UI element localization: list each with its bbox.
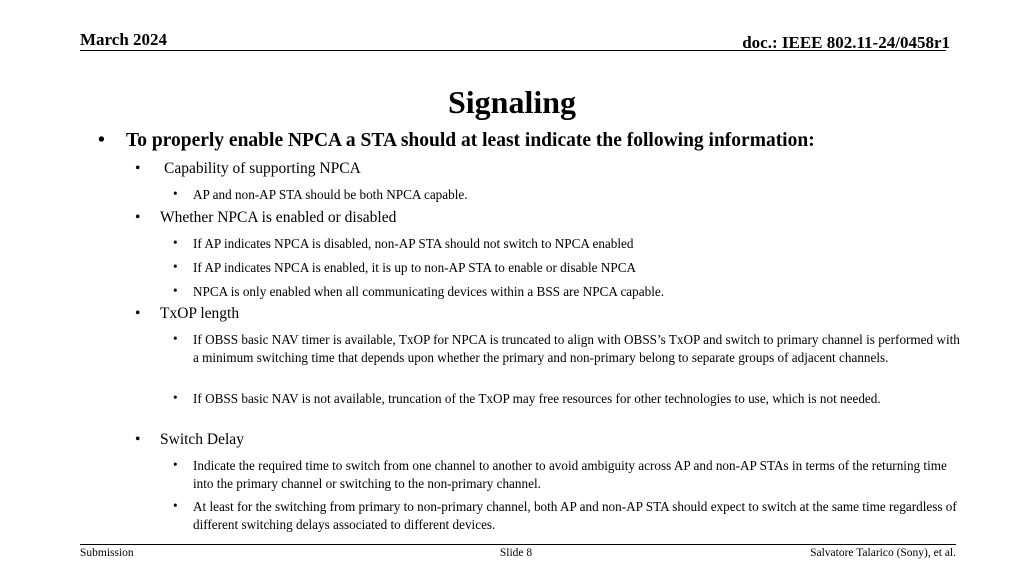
- bullet-l3: •: [173, 390, 178, 405]
- bullet-l2: •: [135, 305, 141, 322]
- header-date: March 2024: [80, 30, 168, 49]
- bullet-l3: •: [173, 457, 178, 472]
- footer-submission: Submission: [80, 547, 134, 559]
- txop-heading: TxOP length: [160, 305, 240, 322]
- bullet-l3: •: [173, 235, 178, 250]
- bullet-l3: •: [173, 259, 178, 274]
- txop-item-2: If OBSS basic NAV is not available, truncation of the TxOP may free resources for other technologies to use, which is not needed.: [193, 391, 881, 406]
- bullet-l3: •: [173, 186, 178, 201]
- bullet-l2: •: [135, 160, 141, 177]
- bullet-l3: •: [173, 283, 178, 298]
- switch-delay-heading: Switch Delay: [160, 431, 244, 448]
- bullet-l3: •: [173, 331, 178, 346]
- bullet-l2: •: [135, 209, 141, 226]
- footer-author: Salvatore Talarico (Sony), et al.: [810, 547, 956, 559]
- bullet-l3: •: [173, 498, 178, 513]
- enabled-item-3: NPCA is only enabled when all communicating devices within a BSS are NPCA capable.: [193, 284, 665, 299]
- header-doc-id: doc.: IEEE 802.11-24/0458r1: [742, 33, 950, 52]
- switch-delay-item-1: Indicate the required time to switch from one channel to another to avoid ambiguity across AP and non-AP STAs in terms of the returning time into the primary channel or switching to the non-primary channel.: [193, 458, 947, 491]
- intro-text: To properly enable NPCA a STA should at least indicate the following information:: [126, 130, 815, 151]
- capability-heading: Capability of supporting NPCA: [164, 160, 361, 177]
- bullet-l1: •: [98, 130, 105, 151]
- footer-divider: [80, 544, 956, 545]
- switch-delay-item-2: At least for the switching from primary to non-primary channel, both AP and non-AP STA should expect to switch at the same time regardless of different switching delays associated to different devices.: [193, 499, 957, 532]
- bullet-l2: •: [135, 431, 141, 448]
- capability-item-1: AP and non-AP STA should be both NPCA capable.: [193, 187, 468, 202]
- slide-title: Signaling: [447, 84, 577, 120]
- enabled-heading: Whether NPCA is enabled or disabled: [160, 209, 397, 226]
- txop-item-1: If OBSS basic NAV timer is available, TxOP for NPCA is truncated to align with OBSS’s TxOP and switch to primary channel is performed with a minimum switching time that depends upon whether the primary and non-primary belong to separate groups of adjacent channels.: [193, 332, 960, 365]
- enabled-item-2: If AP indicates NPCA is enabled, it is up to non-AP STA to enable or disable NPCA: [193, 260, 637, 275]
- footer-slide-number: Slide 8: [499, 547, 533, 559]
- enabled-item-1: If AP indicates NPCA is disabled, non-AP STA should not switch to NPCA enabled: [193, 236, 634, 251]
